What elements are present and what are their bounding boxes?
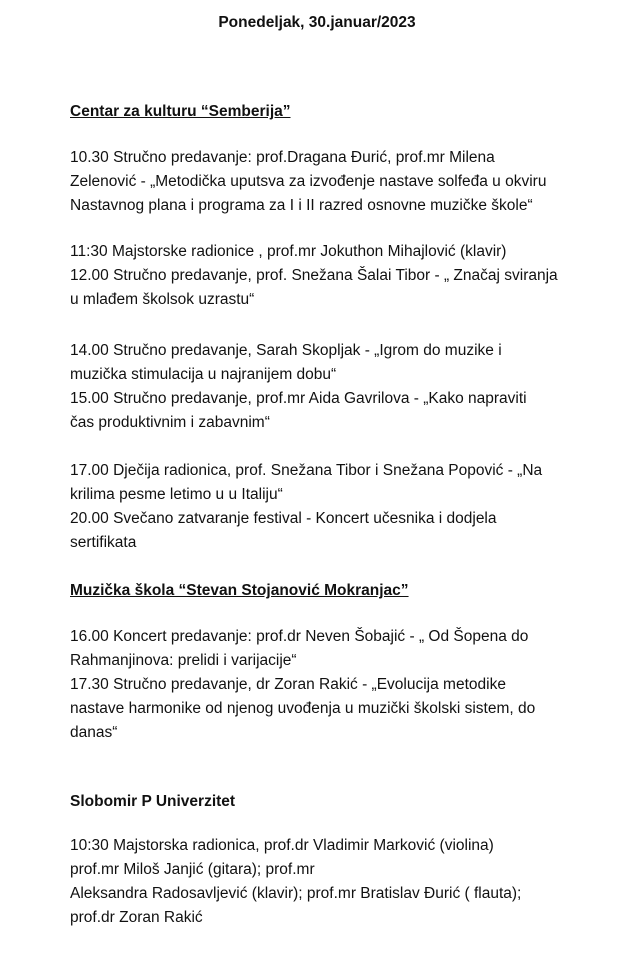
section-centar-paragraph-1 [70, 146, 610, 218]
section-title-slobomir: Slobomir P Univerzitet [70, 793, 236, 810]
text-line: u mlađem školsok uzrastu“ [70, 291, 255, 308]
text-line: 17.00 Dječija radionica, prof. Snežana Tibor i Snežana Popović - „Na [70, 462, 543, 479]
section-muzicka-paragraph-1 [70, 625, 610, 745]
text-line: sertifikata [70, 534, 137, 551]
text-line: 14.00 Stručno predavanje, Sarah Skopljak - „Igrom do muzike i [70, 342, 502, 359]
text-line: Zelenović - „Metodička uputsva za izvođenje nastave solfeđa u okviru [70, 173, 547, 190]
section-title-muzicka-skola: Muzička škola “Stevan Stojanović Mokranjac” [70, 582, 409, 599]
text-line: 15.00 Stručno predavanje, prof.mr Aida Gavrilova - „Kako napraviti [70, 390, 527, 407]
text-line: Aleksandra Radosavljević (klavir); prof.mr Bratislav Đurić ( flauta); [70, 885, 522, 902]
text-line: 11:30 Majstorske radionice , prof.mr Jokuthon Mihajlović (klavir) [70, 243, 507, 260]
section-centar-paragraph-2 [70, 240, 610, 312]
text-line: Rahmanjinova: prelidi i varijacije“ [70, 652, 297, 669]
text-line: 17.30 Stručno predavanje, dr Zoran Rakić - „Evolucija metodike [70, 676, 506, 693]
text-line: muzička stimulacija u najranijem dobu“ [70, 366, 337, 383]
text-line: danas“ [70, 724, 118, 741]
text-line: prof.dr Zoran Rakić [70, 909, 203, 926]
text-line: prof.mr Miloš Janjić (gitara); prof.mr [70, 861, 315, 878]
text-line: 16.00 Koncert predavanje: prof.dr Neven Šobajić - „ Od Šopena do [70, 628, 529, 645]
text-line: 10.30 Stručno predavanje: prof.Dragana Đurić, prof.mr Milena [70, 149, 495, 166]
text-line: 20.00 Svečano zatvaranje festival - Koncert učesnika i dodjela [70, 510, 497, 527]
text-line: 10:30 Majstorska radionica, prof.dr Vladimir Marković (violina) [70, 837, 494, 854]
text-line: čas produktivnim i zabavnim“ [70, 414, 270, 431]
text-line: Nastavnog plana i programa za I i II razred osnovne muzičke škole“ [70, 197, 533, 214]
section-title-centar: Centar za kulturu “Semberija” [70, 103, 291, 120]
section-slobomir-paragraph-1 [70, 834, 610, 930]
section-centar-paragraph-4 [70, 459, 610, 555]
text-line: nastave harmonike od njenog uvođenja u muzički školski sistem, do [70, 700, 536, 717]
section-centar-paragraph-3 [70, 339, 610, 435]
text-line: 12.00 Stručno predavanje, prof. Snežana Šalai Tibor - „ Značaj sviranja [70, 267, 558, 284]
document-date: Ponedeljak, 30.januar/2023 [218, 14, 416, 31]
text-line: krilima pesme letimo u u Italiju“ [70, 486, 283, 503]
